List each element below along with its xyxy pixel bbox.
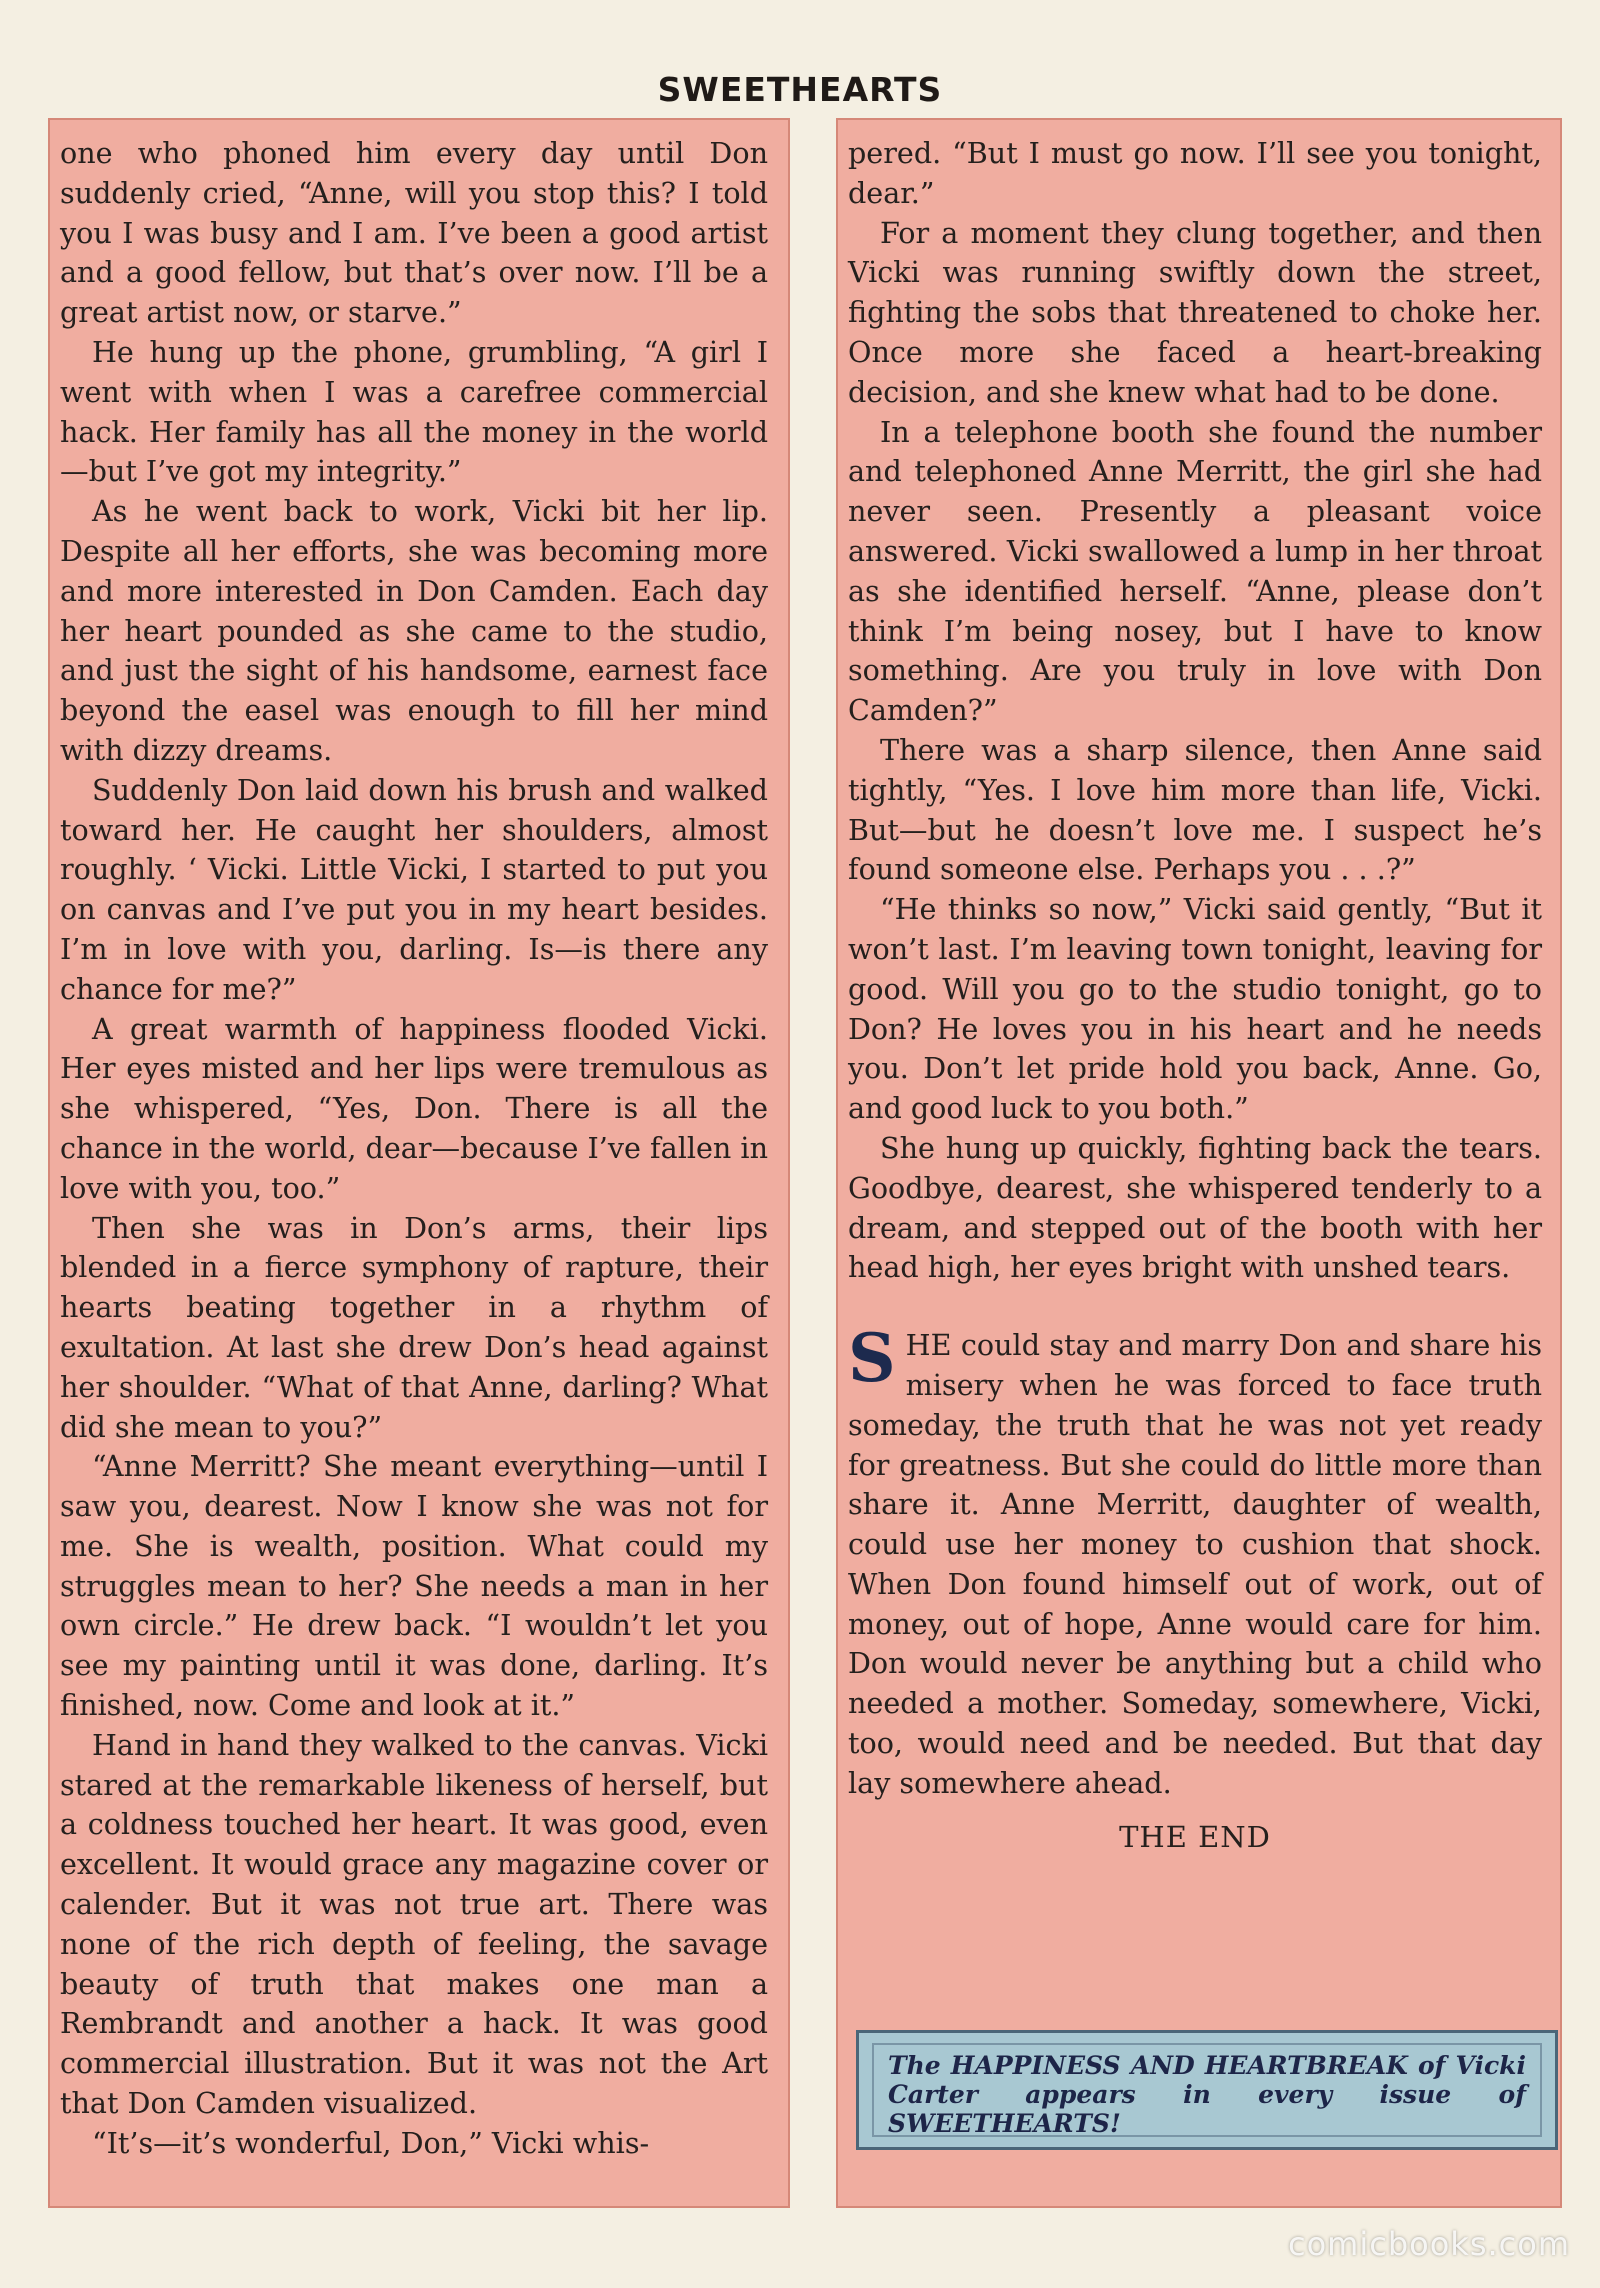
story-paragraph: Suddenly Don laid down his brush and walked toward her. He caught her shoulders, almost roughly. ‘ Vicki. Little Vicki, I started to put you on canvas and I’ve put you in my heart besides. I’m in love with you, darling. Is—is there any chance for me?” <box>60 772 768 1006</box>
right-column-text <box>848 134 1542 1857</box>
site-watermark: comicbooks.com <box>1287 2225 1570 2263</box>
story-paragraph: A great warmth of happiness flooded Vicki. Her eyes misted and her lips were tremulous as she whispered, “Yes, Don. There is all the chance in the world, dear—because I’ve fallen in love with you, too.” <box>60 1011 768 1205</box>
story-paragraph: pered. “But I must go now. I’ll see you tonight, dear.” <box>848 136 1542 210</box>
story-paragraph: Hand in hand they walked to the canvas. Vicki stared at the remarkable likeness of herself, but a coldness touched her heart. It was good, even excellent. It would grace any magazine cover or calender. But it was not true art. There was none of the rich depth of feeling, the savage beauty of truth that makes one man a Rembrandt and another a hack. It was good commercial illustration. But it was not the Art that Don Camden visualized. <box>60 1727 768 2121</box>
drop-cap-letter: S <box>848 1319 896 1398</box>
story-paragraph: He hung up the phone, grumbling, “A girl I went with when I was a carefree commercial hack. Her family has all the money in the world—but I’ve got my integrity.” <box>60 334 768 489</box>
story-paragraph: “He thinks so now,” Vicki said gently, “But it won’t last. I’m leaving town tonight, leaving for good. Will you go to the studio tonight, go to Don? He loves you in his heart and he needs you. Don’t let pride hold you back, Anne. Go, and good luck to you both.” <box>848 892 1542 1126</box>
promo-box <box>856 2030 1558 2150</box>
magazine-masthead: SWEETHEARTS <box>657 70 943 109</box>
story-column-left <box>48 118 790 2208</box>
final-section-text: HE could stay and marry Don and share his misery when he was forced to face truth someday, the truth that he was not yet ready for greatness. But she could do little more than share it. Anne Merritt, daughter of wealth, could use her money to cushion that shock. When Don found himself out of work, out of money, out of hope, Anne would care for him. Don would never be anything but a child who needed a mother. Someday, somewhere, Vicki, too, would need and be needed. But that day lay somewhere ahead. <box>848 1328 1542 1800</box>
story-paragraph: “Anne Merritt? She meant everything—until I saw you, dearest. Now I know she was not for me. She is wealth, position. What could my struggles mean to her? She needs a man in her own circle.” He drew back. “I wouldn’t let you see my painting until it was done, darling. It’s finished, now. Come and look at it.” <box>60 1449 768 1723</box>
section-break <box>848 1288 1542 1326</box>
story-column-right <box>836 118 1562 2208</box>
left-column-text <box>60 134 768 2164</box>
story-paragraph: For a moment they clung together, and then Vicki was running swiftly down the street, fighting the sobs that threatened to choke her. Once more she faced a heart-breaking decision, and she knew what had to be done. <box>848 215 1542 409</box>
story-paragraph: In a telephone booth she found the number and telephoned Anne Merritt, the girl she had never seen. Presently a pleasant voice answered. Vicki swallowed a lump in her throat as she identified herself. “Anne, please don’t think I’m being nosey, but I have to know something. Are you truly in love with Don Camden?” <box>848 414 1542 728</box>
story-paragraph: one who phoned him every day until Don suddenly cried, “Anne, will you stop this? I told you I was busy and I am. I’ve been a good artist and a good fellow, but that’s over now. I’ll be a great artist now, or starve.” <box>60 136 768 330</box>
story-paragraph: There was a sharp silence, then Anne said tightly, “Yes. I love him more than life, Vicki. But—but he doesn’t love me. I suspect he’s found someone else. Perhaps you . . .?” <box>848 732 1542 887</box>
story-paragraph: “It’s—it’s wonderful, Don,” Vicki whis- <box>92 2125 650 2160</box>
promo-text: The HAPPINESS AND HEARTBREAK of Vicki Carter appears in every issue of SWEETHEARTS! <box>872 2043 1542 2137</box>
the-end-label: THE END <box>1119 1819 1271 1854</box>
story-paragraph: Then she was in Don’s arms, their lips blended in a fierce symphony of rapture, their hearts beating together in a rhythm of exultation. At last she drew Don’s head against her shoulder. “What of that Anne, darling? What did she mean to you?” <box>60 1210 768 1444</box>
story-paragraph: She hung up quickly, fighting back the tears. Goodbye, dearest, she whispered tenderly to a dream, and stepped out of the booth with her head high, her eyes bright with unshed tears. <box>848 1130 1542 1285</box>
final-section-paragraph <box>848 1319 1542 1804</box>
story-paragraph: As he went back to work, Vicki bit her lip. Despite all her efforts, she was becoming more and more interested in Don Camden. Each day her heart pounded as she came to the studio, and just the sight of his handsome, earnest face beyond the easel was enough to fill her mind with dizzy dreams. <box>60 494 768 767</box>
